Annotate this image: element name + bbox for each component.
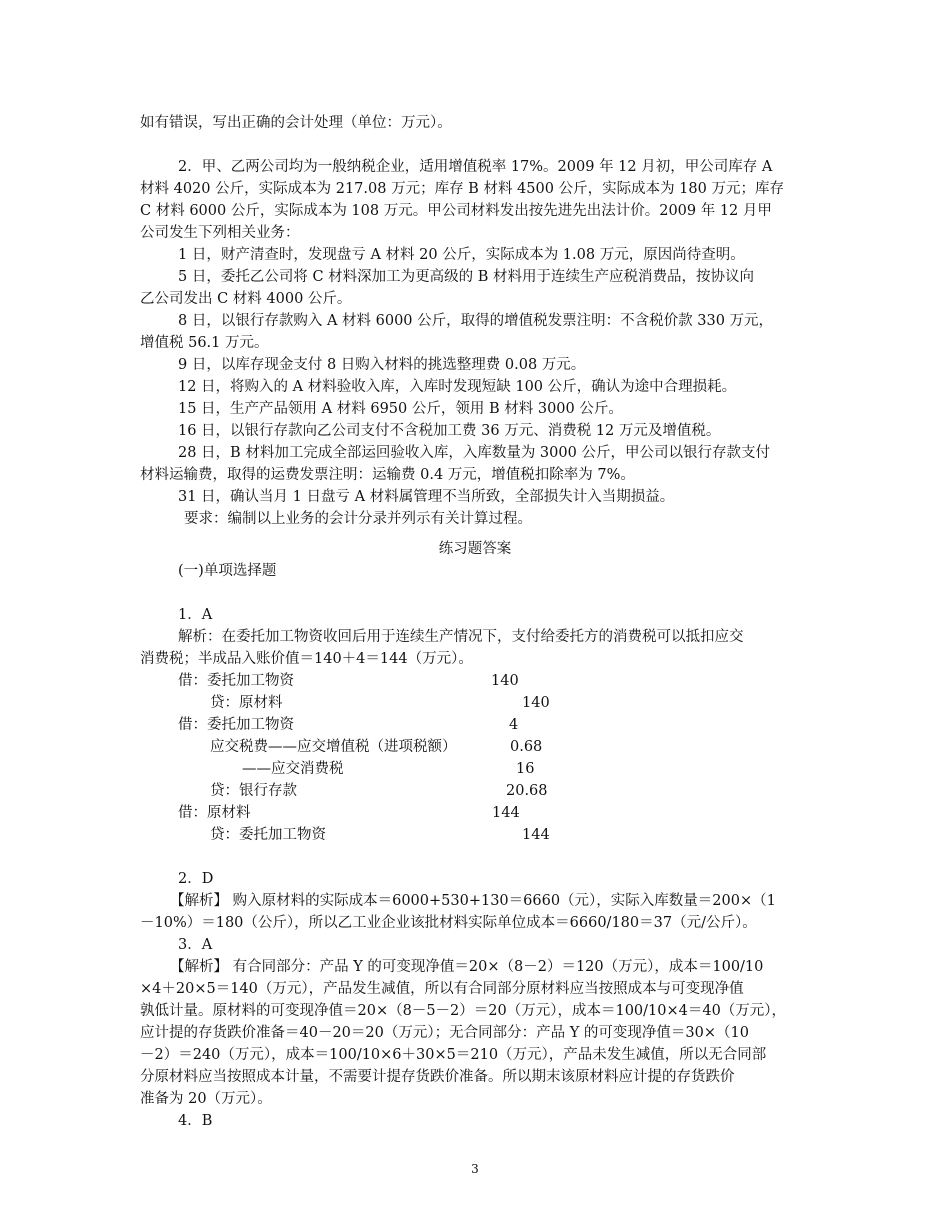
journal-entry xyxy=(242,758,922,780)
answer-analysis-line: 分原材料应当按照成本计量，不需要计提存货跌价准备。所以期末该原材料应计提的存货跌价 xyxy=(140,1069,735,1085)
entry-amount: 0.68 xyxy=(510,739,543,755)
journal-entry xyxy=(210,824,890,846)
q2-line: 增值税 56.1 万元。 xyxy=(140,335,269,351)
entry-amount: 20.68 xyxy=(506,783,548,799)
q2-line: 材料运输费，取得的运费发票注明：运输费 0.4 万元，增值税扣除率为 7%。 xyxy=(140,467,635,483)
answer-number: 3．A xyxy=(178,937,213,953)
entry-account: 贷：银行存款 xyxy=(210,783,297,799)
answers-title: 练习题答案 xyxy=(438,541,512,557)
q2-line: 9 日，以库存现金支付 8 日购入材料的挑选整理费 0.08 万元。 xyxy=(178,357,586,373)
intro-text: 如有错误，写出正确的会计处理（单位：万元）。 xyxy=(140,115,452,131)
q2-line: 28 日，B 材料加工完成全部运回验收入库，入库数量为 3000 公斤，甲公司以银行存款支付 xyxy=(178,445,770,461)
entry-account: ——应交消费税 xyxy=(242,761,344,777)
q2-line: C 材料 6000 公斤，实际成本为 108 万元。甲公司材料发出按先进先出法计价。2009 年 12 月甲 xyxy=(140,203,772,219)
entry-account: 贷：委托加工物资 xyxy=(210,827,326,843)
q2-line: 1 日，财产清查时，发现盘亏 A 材料 20 公斤，实际成本为 1.08 万元，原因尚待查明。 xyxy=(178,247,745,263)
q2-requirement: 要求：编制以上业务的会计分录并列示有关计算过程。 xyxy=(184,511,532,527)
answer-number: 4．B xyxy=(178,1113,213,1129)
entry-amount: 140 xyxy=(522,695,550,711)
q2-line: 8 日，以银行存款购入 A 材料 6000 公斤，取得的增值税发票注明：不含税价款 330 万元， xyxy=(178,313,774,329)
q2-line: 乙公司发出 C 材料 4000 公斤。 xyxy=(140,291,352,307)
q2-line: 15 日，生产产品领用 A 材料 6950 公斤，领用 B 材料 3000 公斤。 xyxy=(178,401,623,417)
section-title: (一)单项选择题 xyxy=(178,563,277,579)
page-number: 3 xyxy=(471,1162,479,1176)
answer-analysis-line: 应计提的存货跌价准备＝40－20＝20（万元）；无合同部分：产品 Y 的可变现净值＝30×（10 xyxy=(140,1025,749,1041)
entry-amount: 144 xyxy=(492,805,520,821)
journal-entry xyxy=(178,714,858,736)
journal-entry xyxy=(178,670,858,692)
answer-analysis-line: 解析：在委托加工物资收回后用于连续生产情况下，支付给委托方的消费税可以抵扣应交 xyxy=(178,629,744,645)
entry-amount: 4 xyxy=(509,717,519,733)
q2-line: 31 日，确认当月 1 日盘亏 A 材料属管理不当所致，全部损失计入当期损益。 xyxy=(178,489,675,505)
answer-analysis-line: －2）＝240（万元），成本＝100/10×6＋30×5＝210（万元），产品未发生减值，所以无合同部 xyxy=(140,1047,767,1063)
entry-amount: 140 xyxy=(491,673,519,689)
answer-analysis-line: 消费税；半成品入账价值＝140＋4＝144（万元）。 xyxy=(140,651,473,667)
answer-analysis-line: 【解析】 购入原材料的实际成本＝6000+530+130＝6660（元），实际入库数量＝200×（1 xyxy=(170,893,776,909)
entry-account: 借：委托加工物资 xyxy=(178,717,294,733)
journal-entry xyxy=(210,780,890,802)
answer-number: 2．D xyxy=(178,871,214,887)
answer-analysis-line: 准备为 20（万元）。 xyxy=(140,1091,272,1107)
answer-analysis-line: 孰低计量。原材料的可变现净值＝20×（8－5－2）＝20（万元），成本＝100/10×4＝40（万元）， xyxy=(140,1003,787,1019)
journal-entry xyxy=(210,692,890,714)
entry-amount: 144 xyxy=(522,827,550,843)
entry-account: 应交税费——应交增值税（进项税额） xyxy=(210,739,457,755)
entry-account: 贷：原材料 xyxy=(210,695,283,711)
answer-analysis-line: 【解析】 有合同部分：产品 Y 的可变现净值＝20×（8－2）＝120（万元），成本＝100/10 xyxy=(170,959,764,975)
answer-analysis-line: ×4＋20×5＝140（万元），产品发生减值，所以有合同部分原材料应当按照成本与可变现净值 xyxy=(140,981,744,997)
q2-line: 2．甲、乙两公司均为一般纳税企业，适用增值税率 17%。2009 年 12 月初，甲公司库存 A xyxy=(178,159,773,175)
answer-analysis-line: －10%）＝180（公斤），所以乙工业企业该批材料实际单位成本＝6660/180＝37（元/公斤）。 xyxy=(140,915,757,931)
q2-line: 材料 4020 公斤，实际成本为 217.08 万元；库存 B 材料 4500 公斤，实际成本为 180 万元；库存 xyxy=(140,181,784,197)
answer-number: 1．A xyxy=(178,607,213,623)
q2-line: 公司发生下列相关业务： xyxy=(140,225,300,241)
entry-account: 借：委托加工物资 xyxy=(178,673,294,689)
q2-line: 16 日，以银行存款向乙公司支付不含税加工费 36 万元、消费税 12 万元及增值税。 xyxy=(178,423,721,439)
q2-line: 12 日，将购入的 A 材料验收入库，入库时发现短缺 100 公斤，确认为途中合理损耗。 xyxy=(178,379,737,395)
entry-account: 借：原材料 xyxy=(178,805,251,821)
entry-amount: 16 xyxy=(516,761,535,777)
journal-entry xyxy=(178,802,858,824)
q2-line: 5 日，委托乙公司将 C 材料深加工为更高级的 B 材料用于连续生产应税消费品，按协议向 xyxy=(178,269,755,285)
journal-entry xyxy=(210,736,890,758)
